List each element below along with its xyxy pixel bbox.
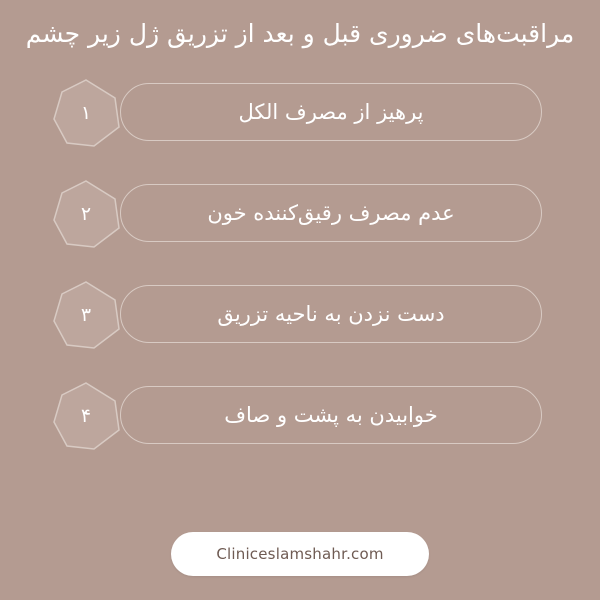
tip-label-4: خوابیدن به پشت و صاف [224, 402, 438, 427]
footer [0, 508, 600, 600]
step-badge-3 [50, 279, 122, 351]
tip-pill-1[interactable] [120, 83, 542, 141]
website-chip[interactable] [171, 532, 429, 576]
list-item [50, 279, 550, 349]
tip-pill-3[interactable] [120, 285, 542, 343]
tip-label-2: عدم مصرف رقیق‌کننده خون [207, 200, 455, 225]
step-number-4: ۴ [80, 404, 92, 427]
step-number-1: ۱ [80, 101, 92, 124]
title-bar [0, 0, 600, 63]
website-label: Cliniceslamshahr.com [216, 545, 384, 563]
step-number-2: ۲ [80, 202, 92, 225]
tip-pill-4[interactable] [120, 386, 542, 444]
list-item [50, 380, 550, 450]
step-badge-1 [50, 77, 122, 149]
tip-label-3: دست نزدن به ناحیه تزریق [217, 301, 445, 326]
step-badge-2 [50, 178, 122, 250]
page-title: مراقبت‌های ضروری قبل و بعد از تزریق ژل زیر چشم [25, 19, 575, 48]
step-number-3: ۳ [80, 303, 92, 326]
tips-list [0, 63, 600, 508]
tip-pill-2[interactable] [120, 184, 542, 242]
list-item [50, 178, 550, 248]
tip-label-1: پرهیز از مصرف الکل [238, 99, 424, 124]
step-badge-4 [50, 380, 122, 452]
list-item [50, 77, 550, 147]
